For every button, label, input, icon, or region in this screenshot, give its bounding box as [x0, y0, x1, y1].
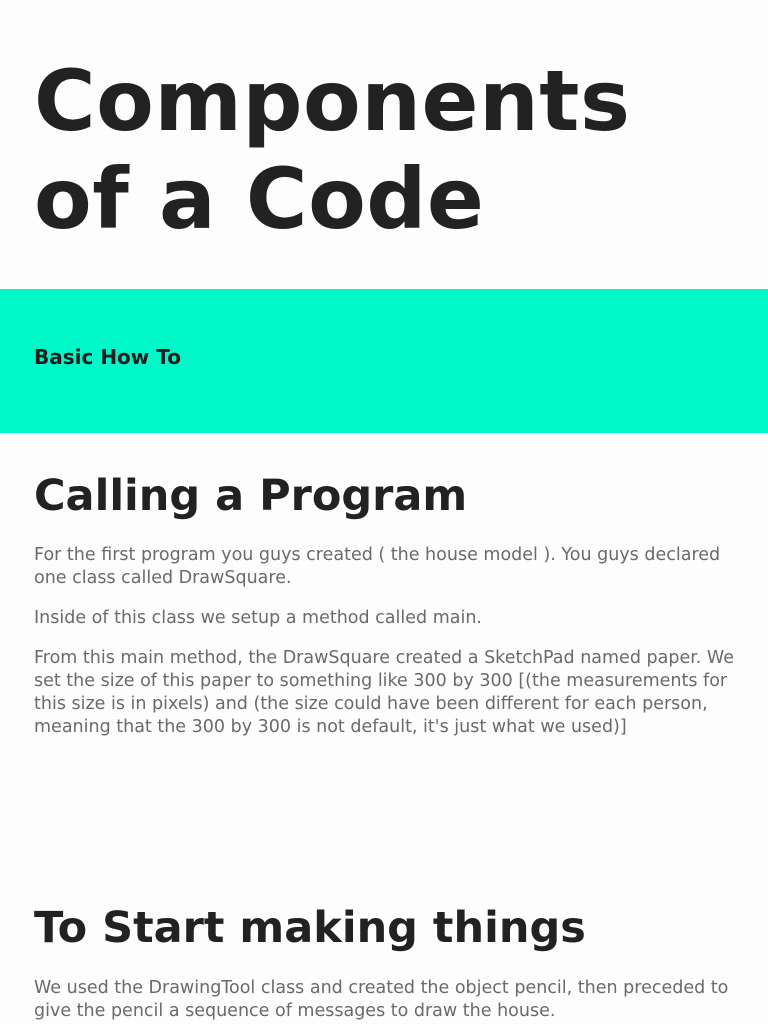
- section-heading: To Start making things: [34, 903, 586, 953]
- section-to-start-making-things: [34, 902, 734, 1023]
- banner: [0, 289, 768, 433]
- banner-label: Basic How To: [34, 345, 181, 369]
- page-title-line-1: Components: [34, 52, 631, 150]
- section-paragraph: We used the DrawingTool class and created the object pencil, then preceded to give the pencil a sequence of messages to draw the house.: [34, 978, 729, 1021]
- section-calling-a-program: [34, 470, 734, 756]
- page-title-line-2: of a Code: [34, 150, 485, 248]
- page-title: [34, 52, 734, 248]
- section-paragraph: From this main method, the DrawSquare created a SketchPad named paper. We set the size of this paper to something like 300 by 300 [(the measurements for this size is in pixels) and (the size could have been different for each person, meaning that the 300 by 300 is not default, it's just what we used)]: [34, 648, 734, 737]
- section-paragraph: For the first program you guys created ( the house model ). You guys declared one class called DrawSquare.: [34, 545, 721, 588]
- section-heading: Calling a Program: [34, 471, 468, 521]
- section-paragraph: Inside of this class we setup a method called main.: [34, 608, 482, 628]
